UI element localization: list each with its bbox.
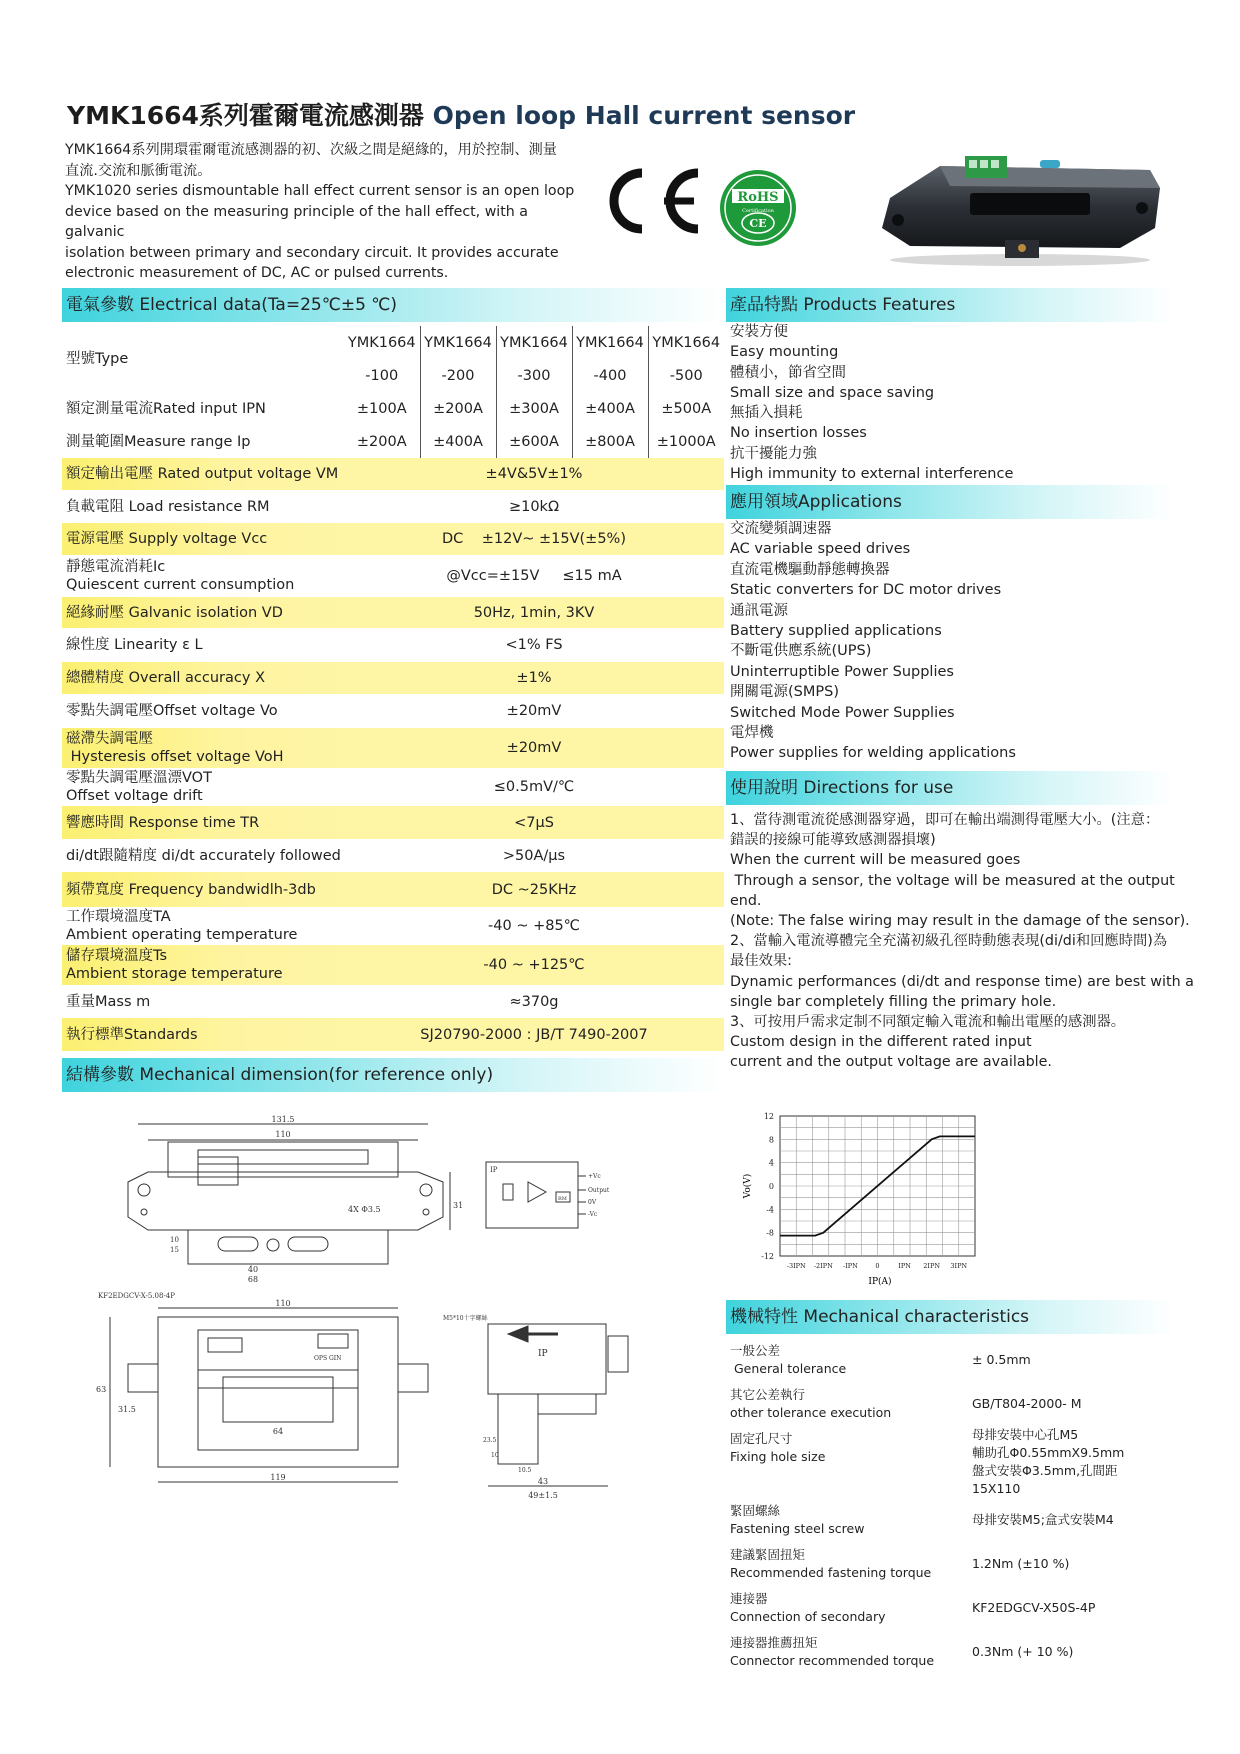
mech-key — [730, 1426, 960, 1498]
mech-key-cn: 一般公差 — [730, 1343, 781, 1358]
mech-key — [730, 1338, 960, 1382]
output-voltage-chart — [740, 1106, 990, 1286]
list-item: 直流電機驅動靜態轉換器 — [730, 561, 890, 578]
spec-label: di/dt跟隨精度 di/dt accurately followed — [66, 847, 341, 864]
spec-label: 線性度 Linearity ε L — [66, 637, 203, 653]
dim-label: 119 — [270, 1473, 286, 1482]
model-cell: YMK1664 — [496, 326, 572, 360]
mechanical-drawing — [88, 1112, 728, 1522]
pin-label: -Vc — [588, 1211, 598, 1218]
table-row — [730, 1542, 1160, 1586]
range-cell: ±1000A — [656, 433, 716, 450]
rohs-mid: Certification — [742, 208, 774, 214]
list-item: 無插入損耗 — [730, 405, 803, 422]
spec-label-cn: 儲存環境溫度Ts — [66, 948, 168, 964]
electrical-spec-table — [62, 326, 724, 1051]
side-view-drawing — [443, 1314, 628, 1500]
dim-label: 63 — [96, 1385, 107, 1394]
spec-value: -40 ~ +85℃ — [488, 918, 580, 934]
chart-x-tick-label: -IPN — [843, 1262, 858, 1270]
spec-value: ±1% — [344, 662, 724, 694]
spec-value: DC ~25KHz — [344, 872, 724, 907]
table-row — [62, 392, 724, 425]
intro-line: electronic measurement of DC, AC or pulsed currents. — [65, 265, 449, 281]
list-item: 交流變頻調速器 — [730, 521, 832, 537]
mech-value: 1.2Nm (±10 %) — [972, 1556, 1070, 1571]
spec-label-en: Offset voltage drift — [66, 788, 203, 804]
spec-label — [62, 555, 344, 597]
top-view-drawing — [128, 1115, 463, 1284]
table-row — [730, 1426, 1160, 1498]
rated-cell: ±500A — [661, 400, 712, 417]
mech-key-cn: 固定孔尺寸 — [730, 1431, 793, 1446]
table-row — [62, 555, 724, 597]
spec-label-cn: 工作環境溫度TA — [66, 909, 171, 925]
intro-line: device based on the measuring principle of the hall effect, with a galvanic — [65, 203, 529, 240]
directions-line: Dynamic performances (di/dt and response time) are best with a — [730, 973, 1194, 990]
mech-key-en: Fixing hole size — [730, 1449, 826, 1464]
suffix-cell: -200 — [420, 360, 496, 392]
mech-value: 母排安裝M5;盒式安裝M4 — [972, 1512, 1114, 1527]
table-row — [62, 728, 724, 768]
spec-label — [62, 907, 344, 945]
type-label: 型號Type — [66, 351, 129, 367]
electrical-data-header: 電氣參數 Electrical data(Ta=25℃±5 ℃) — [62, 288, 724, 322]
features-list — [730, 322, 1170, 484]
rohs-bottom: CE — [749, 217, 767, 230]
spec-label: 頻帶寬度 Frequency bandwidlh-3db — [62, 872, 344, 907]
title-english: Open loop Hall current sensor — [432, 101, 856, 130]
dim-label: 43 — [537, 1477, 549, 1486]
spec-label-en: Hysteresis offset voltage VoH — [66, 749, 284, 765]
spec-value: -40 ~ +125℃ — [344, 945, 724, 985]
list-item: 體積小，節省空間 — [730, 364, 846, 381]
chart-y-label: Vo(V) — [743, 1173, 753, 1199]
table-row — [730, 1382, 1160, 1426]
list-item: Easy mounting — [730, 344, 839, 361]
directions-text — [730, 810, 1194, 1073]
chart-y-tick-label: -8 — [766, 1228, 774, 1238]
mech-key — [730, 1630, 960, 1674]
spec-label: 絕緣耐壓 Galvanic isolation VD — [62, 597, 344, 628]
pin-label: 0V — [588, 1199, 597, 1206]
spec-value: ≤0.5mV/℃ — [493, 779, 575, 795]
mech-value: KF2EDGCV-X50S-4P — [972, 1600, 1096, 1615]
mech-value-line: 輔助孔Φ0.55mmX9.5mm — [972, 1445, 1125, 1460]
table-row — [62, 839, 724, 872]
mech-key-en: Connection of secondary — [730, 1609, 886, 1624]
dim-label: 23.5 — [483, 1437, 497, 1444]
dim-label: 31 — [453, 1201, 464, 1210]
mechanical-characteristics-header: 機械特性 Mechanical characteristics — [726, 1300, 1176, 1334]
directions-header: 使用說明 Directions for use — [726, 771, 1176, 805]
spec-value: ±4V&5V±1% — [344, 458, 724, 490]
list-item: AC variable speed drives — [730, 541, 911, 558]
rated-label: 額定測量電流Rated input IPN — [66, 400, 266, 417]
list-item: Switched Mode Power Supplies — [730, 704, 955, 721]
directions-line: current and the output voltage are available. — [730, 1054, 1052, 1071]
list-item: 不斷電供應系統(UPS) — [730, 643, 872, 660]
spec-label — [62, 945, 344, 985]
ops-label: OPS GIN — [314, 1355, 342, 1362]
spec-label: 額定輸出電壓 Rated output voltage VM — [62, 458, 344, 490]
spec-value: <1% FS — [505, 637, 563, 653]
schematic-drawing — [486, 1162, 610, 1228]
spec-label-en: Ambient storage temperature — [66, 966, 283, 982]
range-cell: ±200A — [344, 425, 420, 458]
dim-label: 10 — [491, 1452, 499, 1459]
list-item: 安裝方便 — [730, 324, 788, 340]
dim-label: 68 — [247, 1275, 259, 1284]
spec-label: 負載電阻 Load resistance RM — [66, 498, 270, 515]
ce-logo — [590, 165, 705, 237]
mech-value — [960, 1426, 1160, 1498]
directions-line: Through a sensor, the voltage will be measured at the output — [730, 872, 1175, 889]
chart-y-tick-label: 12 — [763, 1112, 774, 1121]
mech-value: 0.3Nm (+ 10 %) — [972, 1644, 1074, 1659]
dim-label: 110 — [275, 1130, 291, 1139]
directions-line: 3、可按用戶需求定制不同額定輸入電流和輸出電壓的感測器。 — [730, 1014, 1126, 1031]
intro-line: isolation between primary and secondary circuit. It provides accurate — [65, 244, 559, 261]
spec-label: 零點失調電壓Offset voltage Vo — [66, 703, 278, 719]
mech-key-en: Connector recommended torque — [730, 1653, 935, 1668]
applications-header: 應用領域Applications — [726, 485, 1176, 519]
suffix-cell: -400 — [572, 360, 648, 392]
mech-key-cn: 連接器推薦扭矩 — [730, 1635, 818, 1650]
range-cell: ±600A — [496, 425, 572, 458]
directions-line: When the current will be measured goes — [730, 852, 1021, 869]
dim-label: 131.5 — [271, 1115, 295, 1124]
spec-label-cn: 零點失調電壓溫漂VOT — [66, 770, 212, 786]
table-row — [62, 662, 724, 694]
spec-label: 重量Mass m — [66, 993, 151, 1010]
spec-value: ≈370g — [509, 993, 559, 1010]
mechanical-dimension-header: 結構參數 Mechanical dimension(for reference only) — [62, 1058, 724, 1092]
spec-label-cn: 磁滯失調電壓 — [66, 731, 153, 747]
directions-line: single bar completely filling the primary hole. — [730, 993, 1057, 1010]
chart-x-ticks — [787, 1262, 968, 1270]
chart-x-tick-label: -2IPN — [813, 1262, 833, 1270]
chart-y-tick-label: 4 — [768, 1158, 774, 1168]
mech-key — [730, 1586, 960, 1630]
spec-label: 執行標準Standards — [62, 1018, 344, 1051]
range-cell: ±400A — [420, 425, 496, 458]
suffix-cell: -300 — [496, 360, 572, 392]
suffix-cell: -100 — [344, 360, 420, 392]
list-item: 通訊電源 — [730, 602, 788, 619]
table-row — [62, 326, 724, 360]
table-row — [62, 945, 724, 985]
spec-value: @Vcc=±15V ≤15 mA — [446, 568, 622, 584]
spec-label — [62, 768, 344, 806]
chart-y-tick-label: 8 — [768, 1135, 774, 1145]
model-cell: YMK1664 — [652, 335, 721, 351]
spec-value: DC ±12V~ ±15V(±5%) — [344, 523, 724, 555]
spec-label — [62, 728, 344, 768]
chart-x-tick-label: IPN — [898, 1262, 911, 1270]
dim-label: 10.5 — [518, 1467, 532, 1474]
table-row — [730, 1586, 1160, 1630]
table-row — [62, 425, 724, 458]
table-row — [62, 806, 724, 839]
pin-label: +Vc — [588, 1173, 601, 1180]
list-item: Uninterruptible Power Supplies — [730, 663, 954, 680]
chart-y-ticks — [761, 1112, 774, 1261]
dim-label: 31.5 — [118, 1405, 136, 1414]
features-header: 產品特點 Products Features — [726, 288, 1176, 322]
model-cell: YMK1664 — [572, 326, 648, 360]
mech-key-cn: 緊固螺絲 — [730, 1503, 781, 1518]
directions-line: 2、當輸入電流導體完全充滿初級孔徑時動態表現(di/di和回應時間)為 — [730, 933, 1168, 950]
rated-cell: ±100A — [344, 392, 420, 425]
spec-label-cn: 靜態電流消耗Ic — [66, 559, 166, 575]
spec-value: <7μS — [344, 806, 724, 839]
table-row — [62, 523, 724, 555]
mech-value: GB/T804-2000- M — [972, 1396, 1082, 1411]
list-item: Small size and space saving — [730, 384, 935, 401]
spec-value: ≥10kΩ — [508, 498, 560, 515]
list-item: No insertion losses — [730, 425, 867, 442]
table-row — [730, 1498, 1160, 1542]
rated-cell: ±200A — [420, 392, 496, 425]
spec-label: 電源電壓 Supply voltage Vcc — [62, 523, 344, 555]
suffix-cell: -500 — [669, 368, 703, 384]
rohs-top: RoHS — [737, 190, 779, 205]
spec-label: 總體精度 Overall accuracy X — [62, 662, 344, 694]
dim-label: 15 — [170, 1246, 179, 1254]
intro-line: YMK1664系列開環霍爾電流感測器的初、次級之間是絕緣的，用於控制、測量 — [65, 142, 557, 158]
title-model: YMK1664系列霍爾電流感測器 — [67, 101, 424, 130]
mech-key-cn: 連接器 — [730, 1591, 768, 1606]
list-item: 開關電源(SMPS) — [730, 684, 839, 701]
chart-x-label: IP(A) — [868, 1277, 892, 1286]
front-view-drawing — [96, 1292, 428, 1482]
spec-label: 響應時間 Response time TR — [62, 806, 344, 839]
range-cell: ±800A — [572, 425, 648, 458]
chart-x-tick-label: -3IPN — [786, 1262, 806, 1270]
spec-value: ±20mV — [506, 703, 562, 719]
page-title — [67, 96, 855, 132]
intro-text — [65, 140, 585, 284]
rated-cell: ±300A — [496, 392, 572, 425]
list-item: Power supplies for welding applications — [730, 745, 1016, 762]
directions-line: Custom design in the different rated input — [730, 1034, 1032, 1051]
table-row — [62, 768, 724, 806]
dim-label: 64 — [272, 1427, 284, 1436]
mech-key — [730, 1542, 960, 1586]
table-row — [62, 490, 724, 523]
mech-key-cn: 建議緊固扭矩 — [730, 1547, 806, 1562]
table-row — [62, 628, 724, 662]
model-cell: YMK1664 — [344, 326, 420, 360]
screw-note: M5*10十字螺絲 — [443, 1315, 488, 1322]
spec-label-en: Quiescent current consumption — [66, 577, 295, 593]
mech-key-en: Fastening steel screw — [730, 1521, 865, 1536]
table-row — [62, 1018, 724, 1051]
mech-key — [730, 1382, 960, 1426]
list-item: Static converters for DC motor drives — [730, 582, 1002, 599]
mech-key-en: General tolerance — [730, 1361, 847, 1376]
list-item: 電焊機 — [730, 725, 774, 742]
mech-key-en: Recommended fastening torque — [730, 1565, 932, 1580]
dim-label: 4X Φ3.5 — [348, 1205, 381, 1214]
dim-label: 110 — [275, 1299, 291, 1308]
dim-label: 49±1.5 — [528, 1491, 558, 1500]
schematic-rm: RM — [558, 1196, 567, 1202]
table-row — [62, 872, 724, 907]
spec-value: SJ20790-2000 : JB/T 7490-2007 — [344, 1018, 724, 1051]
schematic-ip: IP — [490, 1166, 498, 1174]
directions-line: 最佳效果: — [730, 953, 793, 970]
list-item: High immunity to external interference — [730, 466, 1014, 483]
chart-x-tick-label: 0 — [875, 1262, 880, 1270]
chart-y-tick-label: -4 — [766, 1205, 774, 1215]
directions-line: end. — [730, 892, 762, 909]
chart-y-tick-label: 0 — [768, 1182, 774, 1191]
spec-value: >50A/μs — [502, 847, 566, 864]
side-ip: IP — [538, 1349, 548, 1359]
model-cell: YMK1664 — [420, 326, 496, 360]
chart-y-tick-label: -12 — [761, 1252, 774, 1261]
mechanical-characteristics-table — [730, 1338, 1160, 1674]
list-item: Battery supplied applications — [730, 623, 942, 640]
directions-line: 1、當待測電流從感測器穿過，即可在輸出端測得電壓大小。(注意： — [730, 812, 1160, 828]
mech-key — [730, 1498, 960, 1542]
rated-cell: ±400A — [572, 392, 648, 425]
spec-value: ±20mV — [344, 728, 724, 768]
connector-label: KF2EDGCV-X-5.08-4P — [98, 1292, 175, 1300]
directions-line: 錯誤的接線可能導致感測器損壞) — [730, 832, 936, 849]
mech-value: ± 0.5mm — [972, 1352, 1031, 1367]
table-row — [62, 907, 724, 945]
applications-list — [730, 519, 1170, 764]
table-row — [62, 985, 724, 1018]
dim-label: 10 — [170, 1236, 179, 1244]
range-label: 測量範圍Measure range Ip — [66, 433, 251, 450]
mech-value-line: 母排安裝中心孔M5 — [972, 1427, 1079, 1442]
pin-label: Output — [588, 1187, 610, 1194]
table-row — [62, 458, 724, 490]
intro-line: YMK1020 series dismountable hall effect current sensor is an open loop — [65, 183, 575, 199]
spec-label-en: Ambient operating temperature — [66, 927, 298, 943]
dim-label: 40 — [247, 1265, 259, 1274]
chart-x-tick-label: 3IPN — [950, 1262, 968, 1270]
mech-key-cn: 其它公差執行 — [730, 1387, 806, 1402]
rohs-logo — [718, 168, 798, 248]
list-item: 抗干擾能力強 — [730, 445, 817, 462]
directions-line: (Note: The false wiring may result in the damage of the sensor). — [730, 913, 1190, 930]
intro-line: 直流.交流和脈衝電流。 — [65, 162, 212, 179]
table-row — [730, 1338, 1160, 1382]
spec-value: 50Hz, 1min, 3KV — [344, 597, 724, 628]
mech-key-en: other tolerance execution — [730, 1405, 892, 1420]
table-row — [62, 694, 724, 728]
mech-value-line: 盤式安裝Φ3.5mm,孔間距15X110 — [972, 1463, 1118, 1496]
table-row — [62, 597, 724, 628]
chart-x-tick-label: 2IPN — [923, 1262, 941, 1270]
sensor-product-image — [870, 148, 1170, 268]
table-row — [730, 1630, 1160, 1674]
